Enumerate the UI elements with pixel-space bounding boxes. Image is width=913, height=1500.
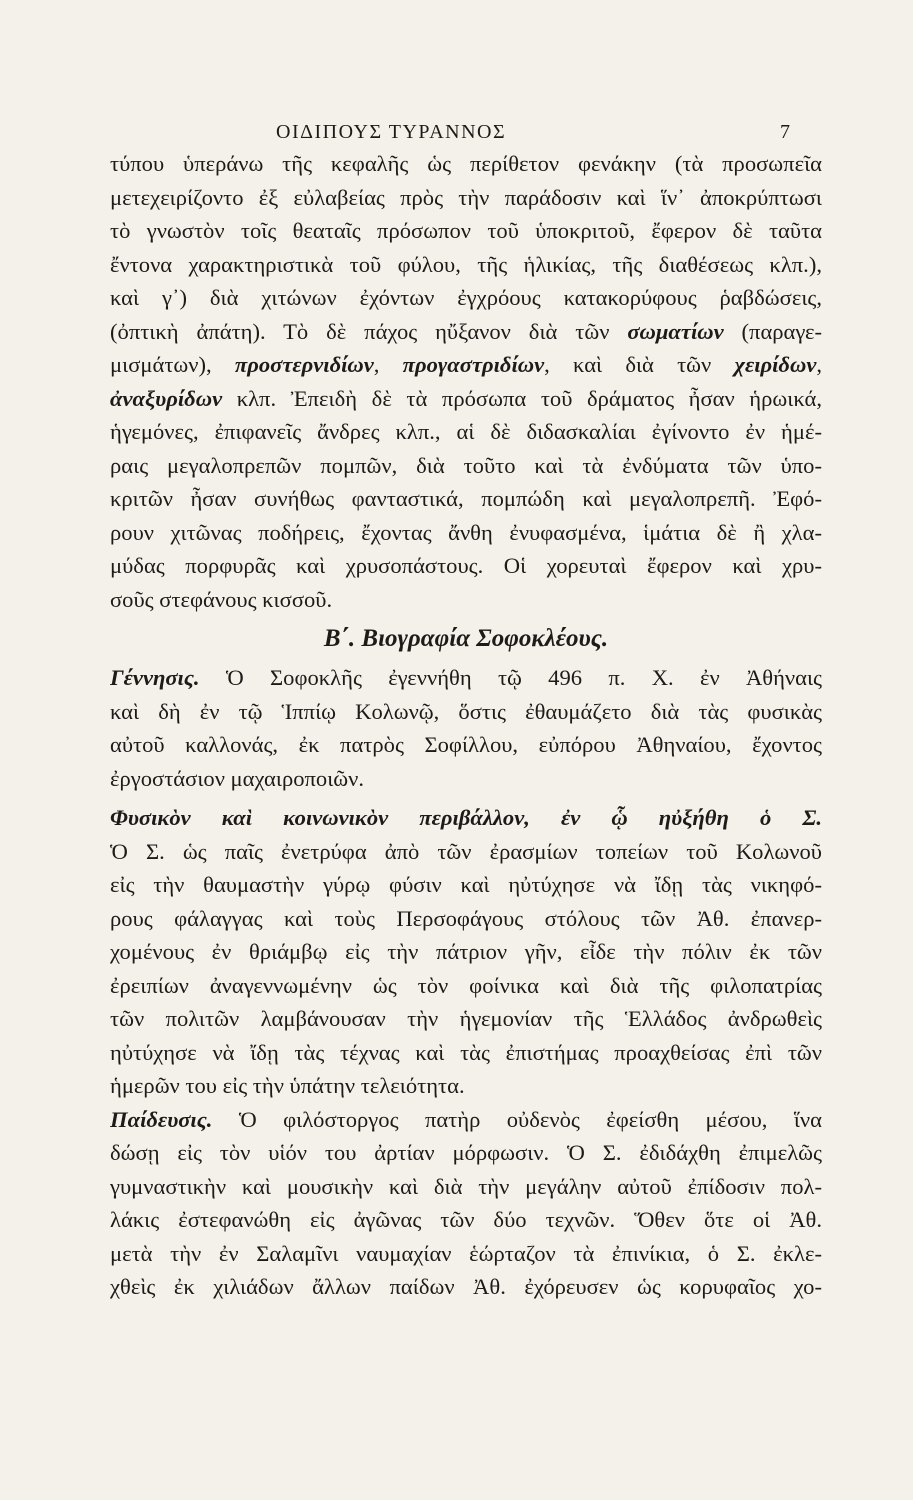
text-line: ἐργοστάσιον μαχαιροποιῶν. xyxy=(110,765,365,791)
paragraph-lead: Παίδευσις. xyxy=(110,1106,213,1132)
text-segment: κλπ. Ἐπειδὴ δὲ τὰ πρόσωπα τοῦ δράματος ἦσαν ἡρωικά, xyxy=(222,385,822,411)
text-segment: (ὀπτικὴ ἀπάτη). Τὸ δὲ πάχος ηὔξανον διὰ τῶν xyxy=(110,318,610,344)
text-line: σοῦς στεφάνους κισσοῦ. xyxy=(110,586,333,612)
running-head xyxy=(0,121,913,149)
text-line: μετὰ τὴν ἐν Σαλαμῖνι ναυμαχίαν ἑώρταζον τὰ ἐπινίκια, ὁ Σ. ἐκλε- xyxy=(110,1240,822,1266)
body-text xyxy=(110,147,822,1304)
text-line xyxy=(110,382,822,416)
text-line: τὸ γνωστὸν τοῖς θεαταῖς πρόσωπον τοῦ ὑποκριτοῦ, ἔφερον δὲ ταῦτα xyxy=(110,218,822,243)
running-title: ΟΙΔΙΠΟΥΣ ΤΥΡΑΝΝΟΣ xyxy=(276,121,507,143)
text-line: τύπου ὑπεράνω τῆς κεφαλῆς ὡς περίθετον φενάκην (τὰ προσωπεῖα xyxy=(110,151,822,176)
paragraph-lead: Φυσικὸν καὶ κοινωνικὸν περιβάλλον, ἐν ᾧ ηὐξήθη ὁ Σ. xyxy=(110,805,822,830)
text-line: δώσῃ εἰς τὸν υἱόν του ἀρτίαν μόρφωσιν. Ὁ Σ. ἐδιδάχθη ἐπιμελῶς xyxy=(110,1140,822,1165)
text-line: μετεχειρίζοντο ἐξ εὐλαβείας πρὸς τὴν παράδοσιν καὶ ἵν᾽ ἀποκρύπτωσι xyxy=(110,184,822,210)
emphasized-term: προγαστριδίων xyxy=(402,352,545,377)
text-line: Ὁ Σ. ὡς παῖς ἐνετρύφα ἀπὸ τῶν ἐρασμίων τοπείων τοῦ Κολωνοῦ xyxy=(110,838,822,864)
paragraph-lead: Γέννησις. xyxy=(110,665,200,690)
text-line: ἐρειπίων ἀναγεννωμένην ὡς τὸν φοίνικα καὶ διὰ τῆς φιλοπατρίας xyxy=(110,972,822,998)
text-segment: Ὁ Σοφοκλῆς ἐγεννήθη τῷ 496 π. Χ. ἐν Ἀθήναις xyxy=(199,665,822,690)
text-line: αὐτοῦ καλλονάς, ἐκ πατρὸς Σοφίλλου, εὐπόρου Ἀθηναίου, ἔχοντος xyxy=(110,732,822,757)
text-segment: Ὁ φιλόστοργος πατὴρ οὐδενὸς ἐφείσθη μέσου, ἵνα xyxy=(212,1106,822,1132)
page-number: 7 xyxy=(780,121,790,143)
text-line xyxy=(110,348,822,382)
text-line: εἰς τὴν θαυμαστὴν γύρῳ φύσιν καὶ ηὐτύχησε νὰ ἴδῃ τὰς νικηφό- xyxy=(110,872,822,897)
emphasized-term: ἀναξυρίδων xyxy=(110,385,223,411)
text-line: λάκις ἐστεφανώθη εἰς ἀγῶνας τῶν δύο τεχνῶν. Ὅθεν ὅτε οἱ Ἀθ. xyxy=(110,1207,822,1232)
emphasized-term: σωματίων xyxy=(627,318,724,344)
text-line: ἔντονα χαρακτηριστικὰ τοῦ φύλου, τῆς ἡλικίας, τῆς διαθέσεως κλπ.), xyxy=(110,251,822,277)
text-line: καὶ γ᾽) διὰ χιτώνων ἐχόντων ἐγχρόους κατακορύφους ῥαβδώσεις, xyxy=(110,285,822,310)
section-heading: Β΄. Βιογραφία Σοφοκλέους. xyxy=(323,625,609,652)
text-line: μύδας πορφυρᾶς καὶ χρυσοπάστους. Οἱ χορευταὶ ἔφερον καὶ χρυ- xyxy=(110,553,822,578)
text-line: ἡμερῶν του εἰς τὴν ὑπάτην τελειότητα. xyxy=(110,1073,465,1098)
text-segment: , καὶ διὰ τῶν xyxy=(544,352,735,377)
text-line xyxy=(110,801,822,835)
text-line: ρουν χιτῶνας ποδήρεις, ἔχοντας ἄνθη ἐνυφασμένα, ἱμάτια δὲ ἢ χλα- xyxy=(110,519,822,545)
text-segment: μισμάτων), xyxy=(110,352,235,377)
emphasized-term: χειρίδων xyxy=(734,352,817,377)
text-line: καὶ δὴ ἐν τῷ Ἱππίῳ Κολωνῷ, ὅστις ἐθαυμάζετο διὰ τὰς φυσικὰς xyxy=(110,698,822,724)
text-line: κριτῶν ἦσαν συνήθως φανταστικά, πομπώδη καὶ μεγαλοπρεπῆ. Ἐφό- xyxy=(110,486,822,511)
text-segment: , xyxy=(373,352,403,377)
text-segment: , xyxy=(816,352,822,377)
text-line: χομένους ἐν θριάμβῳ εἰς τὴν πάτριον γῆν, εἶδε τὴν πόλιν ἐκ τῶν xyxy=(110,939,822,964)
text-line: τῶν πολιτῶν λαμβάνουσαν τὴν ἡγεμονίαν τῆς Ἑλλάδος ἀνδρωθεὶς xyxy=(110,1006,822,1031)
text-line: ραις μεγαλοπρεπῶν πομπῶν, διὰ τοῦτο καὶ τὰ ἐνδύματα τῶν ὑπο- xyxy=(110,452,822,478)
text-line: γυμναστικὴν καὶ μουσικὴν καὶ διὰ τὴν μεγάλην αὐτοῦ ἐπίδοσιν πολ- xyxy=(110,1173,822,1199)
text-line: ρους φάλαγγας καὶ τοὺς Περσοφάγους στόλους τῶν Ἀθ. ἐπανερ- xyxy=(110,905,822,931)
text-line: χθεὶς ἐκ χιλιάδων ἄλλων παίδων Ἀθ. ἐχόρευσεν ὡς κορυφαῖος χο- xyxy=(110,1274,822,1299)
text-line xyxy=(110,1103,822,1137)
text-line xyxy=(110,315,822,349)
text-segment: (παραγε- xyxy=(723,318,822,344)
emphasized-term: προστερνιδίων xyxy=(234,352,374,377)
text-line: ηὐτύχησε νὰ ἴδῃ τὰς τέχνας καὶ τὰς ἐπιστήμας προαχθείσας ἐπὶ τῶν xyxy=(110,1039,822,1065)
text-line: ἡγεμόνες, ἐπιφανεῖς ἄνδρες κλπ., αἱ δὲ διδασκαλίαι ἐγίνοντο ἐν ἡμέ- xyxy=(110,419,822,444)
text-line xyxy=(110,661,822,695)
